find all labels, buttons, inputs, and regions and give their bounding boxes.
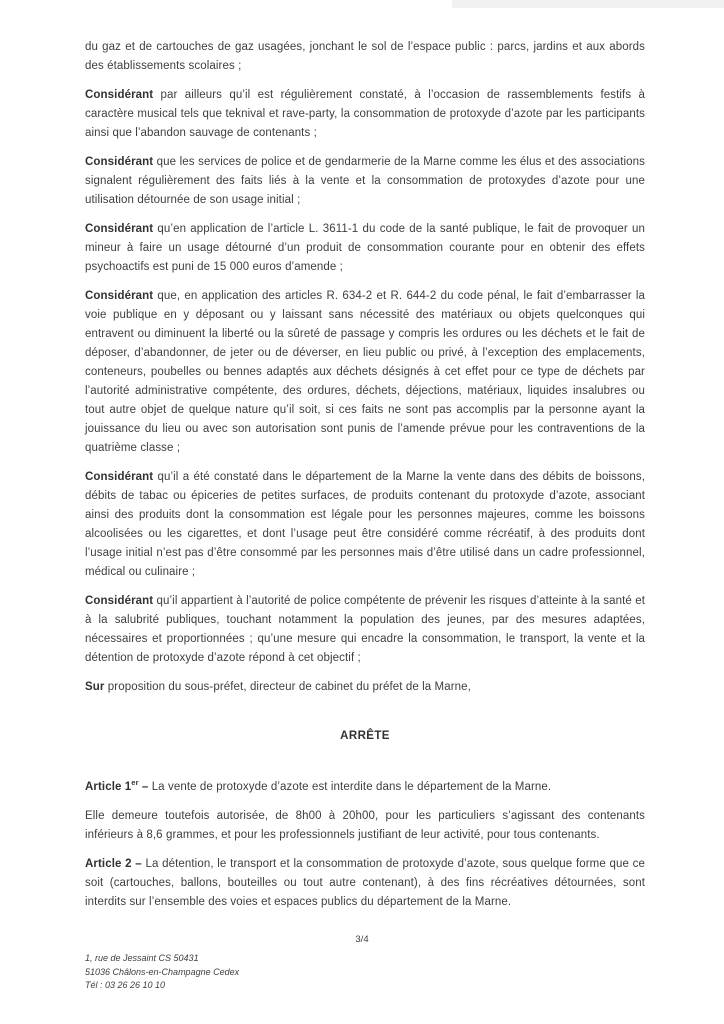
decree-heading: ARRÊTE bbox=[340, 730, 390, 742]
article-1-continuation bbox=[85, 807, 645, 845]
page-number: 3/4 bbox=[355, 934, 369, 945]
paragraph-lead: Considérant bbox=[85, 223, 154, 235]
paragraph-lead: Considérant bbox=[85, 89, 154, 101]
paragraph-text: du gaz et de cartouches de gaz usagées, jonchant le sol de l’espace public : parcs, jardins et aux abords des établissements scolaires ; bbox=[85, 41, 645, 72]
article-2-paragraph bbox=[85, 855, 645, 912]
paragraph bbox=[85, 38, 645, 76]
article-1-label bbox=[85, 778, 152, 793]
paragraph bbox=[85, 220, 645, 277]
paragraph-lead: Sur bbox=[85, 681, 105, 693]
footer-address bbox=[85, 952, 239, 993]
paragraph-text: proposition du sous-préfet, directeur de cabinet du préfet de la Marne, bbox=[104, 681, 471, 693]
paragraph bbox=[85, 592, 645, 668]
paragraph bbox=[85, 468, 645, 582]
article-label-dash: – bbox=[131, 858, 146, 870]
paragraph-text: qu’il appartient à l’autorité de police compétente de prévenir les risques d’atteinte à la santé et à la salubrité publiques, touchant notamment la population des jeunes, par des mesures adaptées, nécessaires et proportionnées ; qu’une mesure qui encadre la consommation, le transport, la vente et la détention de protoxyde d’azote répond à cet objectif ; bbox=[85, 595, 645, 664]
paragraph-text: que, en application des articles R. 634-2 et R. 644-2 du code pénal, le fait d’embarrasser la voie publique en y déposant ou y laissant sans nécessité des matériaux ou objets quelconques qui entravent ou diminuent la liberté ou la sûreté de passage y compris les ordures ou les déchets et le fait de déposer, d’abandonner, de jeter ou de déverser, en lieu public ou privé, à l’exception des emplacements, conteneurs, poubelles ou bennes adaptés aux déchets désignés à cet effet pour ce type de déchets par l’autorité administrative compétente, des ordures, déchets, déjections, matériaux, liquides insalubres ou tout autre objet de quelque nature qu’il soit, si ces faits ne sont pas accomplis par la personne ayant la jouissance du lieu ou avec son autorisation sont punis de l’amende prévue pour les contraventions de la quatrième classe ; bbox=[85, 290, 645, 454]
footer-address-line: 51036 Châlons-en-Champagne Cedex bbox=[85, 966, 240, 977]
paragraph bbox=[85, 153, 645, 210]
paragraph bbox=[85, 678, 645, 697]
article-ordinal-sup: er bbox=[131, 778, 139, 788]
article-label-text: Article 1 bbox=[85, 781, 132, 793]
paragraph-text: qu’il a été constaté dans le département de la Marne la vente dans des débits de boissons, débits de tabac ou épiceries de petites surfaces, de produits contenant du protoxyde d’azote, associant ainsi des produits dont la consommation est légale pour les personnes majeures, comme les boissons alcoolisées ou les cigarettes, et dont l’usage peut être considéré comme récréatif, à des produits dont l’usage initial n’est pas d’être consommé par les personnes mais d’être utilisé dans un cadre professionnel, médical ou culinaire ; bbox=[85, 471, 645, 578]
paragraph-text: qu’en application de l’article L. 3611-1 du code de la santé publique, le fait de provoquer un mineur à faire un usage détourné d’un produit de consommation courante pour en obtenir des effets psychoactifs est puni de 15 000 euros d’amende ; bbox=[85, 223, 645, 273]
footer-phone-line: Tél : 03 26 26 10 10 bbox=[85, 980, 166, 990]
article-text: La détention, le transport et la consommation de protoxyde d’azote, sous quelque forme que ce soit (cartouches, ballons, bouteilles ou tout autre contenant), à des fins récréatives détournées, sont interdits sur l’ensemble des voies et espaces publics du département de la Marne. bbox=[85, 858, 645, 908]
paragraph-lead: Considérant bbox=[85, 156, 154, 168]
article-text: Elle demeure toutefois autorisée, de 8h00 à 20h00, pour les particuliers s’agissant des contenants inférieurs à 8,6 grammes, et pour les professionnels justifiant de leur activité, pour tous contenants. bbox=[85, 810, 645, 841]
paragraph-text: que les services de police et de gendarmerie de la Marne comme les élus et des associations signalent régulièrement des faits liés à la vente et la consommation de protoxydes d’azote pour une utilisation détournée de son usage initial ; bbox=[85, 156, 645, 206]
paragraph-lead: Considérant bbox=[85, 595, 154, 607]
paragraph bbox=[85, 287, 645, 458]
paragraph bbox=[85, 86, 645, 143]
article-label-text: Article 2 bbox=[85, 858, 132, 870]
footer-address-line: 1, rue de Jessaint CS 50431 bbox=[85, 953, 199, 963]
paragraph-lead: Considérant bbox=[85, 471, 154, 483]
article-text: La vente de protoxyde d’azote est interdite dans le département de la Marne. bbox=[151, 781, 552, 793]
article-2-label bbox=[85, 858, 145, 870]
scan-artifact bbox=[452, 0, 724, 8]
article-1-paragraph bbox=[85, 778, 645, 797]
paragraph-text: par ailleurs qu’il est régulièrement constaté, à l’occasion de rassemblements festifs à caractère musical tels que teknival et rave-party, la consommation de protoxyde d’azote par les participants ainsi que l’abandon sauvage de contenants ; bbox=[85, 89, 645, 139]
paragraph-lead: Considérant bbox=[85, 290, 154, 302]
article-label-dash: – bbox=[138, 781, 152, 793]
document-content bbox=[85, 38, 645, 922]
